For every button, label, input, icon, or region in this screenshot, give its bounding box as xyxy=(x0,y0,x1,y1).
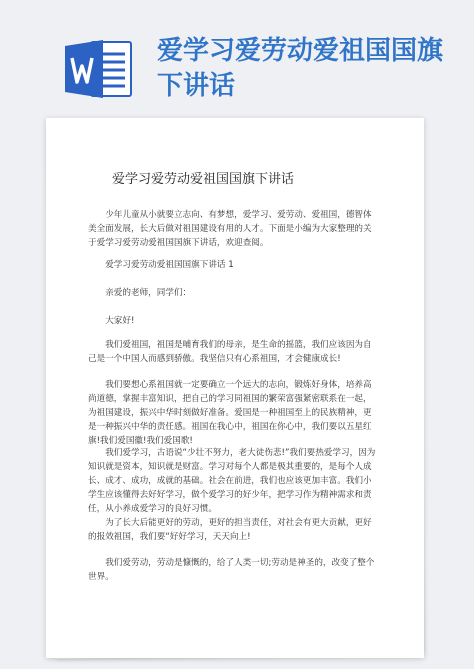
document-title: 爱学习爱劳动爱祖国国旗下讲话 xyxy=(112,172,295,187)
paragraph-love-labor: 我们爱劳动，劳动是慷慨的，给了人类一切;劳动是神圣的，改变了整个世界。 xyxy=(88,558,375,582)
paragraph-aspiration: 我们要想心系祖国就一定要确立一个远大的志向，锻炼好身体，培养高尚道德，掌握丰富知识，把自己的学习同祖国的繁荣富强紧密联系在一起，为祖国建设，振兴中华时刻做好准备。爱国是一种祖国至上的民族精神，更是一种振兴中华的责任感。祖国在我心中，祖国在你心中，我们要以五星红旗!我们爱国徽!我们爱国歌! xyxy=(88,380,372,446)
paragraph-love-learning: 我们爱学习，古语说“少壮不努力，老大徒伤悲!”我们要热爱学习，因为知识就是资本，知识就是财富。学习对每个人都是极其重要的，是每个人成长、成才、成功，成就的基础。社会在前进，我们也应该更加丰富。我们小学生应该懂得去好好学习，做个爱学习的好少年，把学习作为精神需求和责任，从小养成爱学习的良好习惯。 xyxy=(88,448,376,514)
section-heading: 爱学习爱劳动爱祖国国旗下讲话 1 xyxy=(105,260,234,270)
paragraph-love-country: 我们爱祖国，祖国是哺育我们的母亲，是生命的摇篮，我们应该因为自己是一个中国人而感到骄傲。我坚信只有心系祖国，才会健康成长! xyxy=(88,340,372,364)
page-header xyxy=(0,0,474,112)
page-title: 爱学习爱劳动爱祖国国旗下讲话 xyxy=(157,36,444,101)
salutation: 亲爱的老师，同学们： xyxy=(105,288,192,298)
greeting: 大家好! xyxy=(105,316,135,326)
word-document-icon xyxy=(63,38,135,100)
paragraph-serve-country: 为了长大后能更好的劳动，更好的担当责任，对社会有更大贡献，更好的报效祖国，我们要“好好学习，天天向上! xyxy=(88,518,372,542)
intro-paragraph: 少年儿童从小就要立志向、有梦想，爱学习、爱劳动、爱祖国，德智体美全面发展，长大后做对祖国建设有用的人才。下面是小编为大家整理的关于爱学习爱劳动爱祖国国旗下讲话，欢迎查阅。 xyxy=(88,210,372,248)
